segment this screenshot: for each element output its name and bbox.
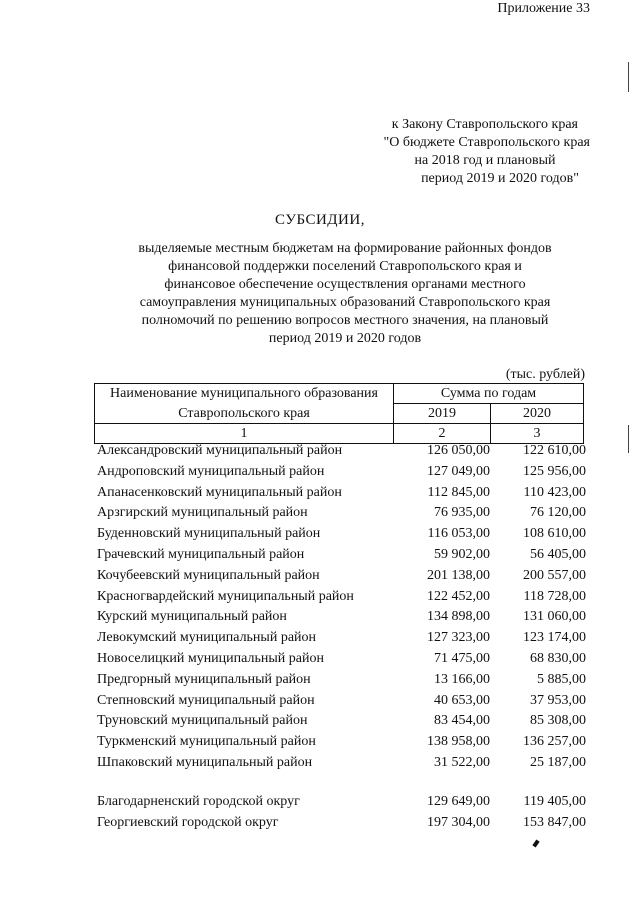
header-name-line2: Ставропольского края <box>95 404 394 424</box>
value-2020: 119 405,00 <box>523 793 586 809</box>
appendix-label: Приложение 33 <box>497 1 590 16</box>
municipality-name: Апанасенковский муниципальный район <box>97 484 342 500</box>
value-2020: 136 257,00 <box>523 734 586 750</box>
law-line: период 2019 и 2020 годов" <box>421 171 579 186</box>
law-line: к Закону Ставропольского края <box>391 117 578 132</box>
municipality-name: Александровский муниципальный район <box>97 443 343 458</box>
value-2019: 201 138,00 <box>427 567 490 583</box>
table-row <box>94 628 594 649</box>
value-2020: 68 830,00 <box>530 650 586 666</box>
subtitle-line: самоуправления муниципальных образований Ставропольского края <box>139 295 551 310</box>
value-2019: 71 475,00 <box>434 650 490 666</box>
table-row <box>94 566 594 587</box>
value-2020: 122 610,00 <box>523 443 586 458</box>
municipality-name: Шпаковский муниципальный район <box>97 754 313 770</box>
municipality-name: Труновский муниципальный район <box>97 713 308 729</box>
value-2019: 129 649,00 <box>427 793 490 809</box>
table-row <box>94 545 594 566</box>
header-col-2: 2 <box>394 424 491 444</box>
value-2020: 25 187,00 <box>530 754 586 770</box>
value-2020: 125 956,00 <box>523 463 586 479</box>
subtitle-line: период 2019 и 2020 годов <box>268 331 422 346</box>
value-2019: 31 522,00 <box>434 754 490 770</box>
value-2019: 122 452,00 <box>427 588 490 604</box>
value-2020: 110 423,00 <box>523 484 586 500</box>
municipality-name: Предгорный муниципальный район <box>97 671 311 687</box>
value-2020: 85 308,00 <box>530 713 586 729</box>
value-2019: 116 053,00 <box>427 526 490 542</box>
value-2020: 56 405,00 <box>530 546 586 562</box>
law-line: "О бюджете Ставропольского края <box>383 135 590 150</box>
value-2020: 153 847,00 <box>523 814 586 830</box>
municipality-name: Курский муниципальный район <box>97 609 287 625</box>
document-subtitle <box>110 240 580 348</box>
municipality-name: Туркменский муниципальный район <box>97 734 316 750</box>
law-line: на 2018 год и плановый <box>414 153 556 168</box>
header-year-2019: 2019 <box>394 404 491 424</box>
table-header <box>94 383 584 444</box>
units-label: (тыс. рублей) <box>505 367 585 382</box>
table-row <box>94 753 594 774</box>
table-row <box>94 711 594 732</box>
table-row <box>94 691 594 712</box>
value-2019: 112 845,00 <box>427 484 490 500</box>
value-2020: 118 728,00 <box>523 588 586 604</box>
value-2019: 138 958,00 <box>427 734 490 750</box>
header-col-3: 3 <box>491 424 584 444</box>
table-row <box>94 670 594 691</box>
subtitle-line: полномочий по решению вопросов местного значения, на плановый <box>141 313 549 328</box>
value-2019: 126 050,00 <box>427 443 490 458</box>
value-2020: 37 953,00 <box>530 692 586 708</box>
section-gap <box>94 774 594 792</box>
table-row <box>94 503 594 524</box>
table-row <box>94 524 594 545</box>
municipality-name: Буденновский муниципальный район <box>97 526 321 542</box>
document-title: СУБСИДИИ, <box>275 212 365 228</box>
law-reference <box>340 116 590 188</box>
header-col-1: 1 <box>95 424 394 444</box>
value-2020: 5 885,00 <box>537 671 586 687</box>
value-2019: 197 304,00 <box>427 814 490 830</box>
value-2019: 127 323,00 <box>427 630 490 646</box>
scan-edge-mark <box>628 425 629 453</box>
table-row <box>94 462 594 483</box>
municipality-name: Благодарненский городской округ <box>97 793 300 809</box>
scan-edge-mark <box>628 62 629 92</box>
table-body <box>94 441 594 833</box>
value-2019: 127 049,00 <box>427 463 490 479</box>
table-row <box>94 813 594 834</box>
value-2020: 108 610,00 <box>523 526 586 542</box>
subtitle-line: финансовой поддержки поселений Ставропольского края и <box>168 259 522 274</box>
subtitle-line: выделяемые местным бюджетам на формирование районных фондов <box>138 241 552 256</box>
header-name-line1: Наименование муниципального образования <box>95 384 394 404</box>
value-2020: 200 557,00 <box>523 567 586 583</box>
table-row <box>94 732 594 753</box>
value-2020: 123 174,00 <box>523 630 586 646</box>
municipality-name: Андроповский муниципальный район <box>97 463 325 479</box>
table-row <box>94 792 594 813</box>
municipality-name: Новоселицкий муниципальный район <box>97 650 324 666</box>
municipality-name: Кочубеевский муниципальный район <box>97 567 320 583</box>
value-2020: 131 060,00 <box>523 609 586 625</box>
table-row <box>94 483 594 504</box>
municipality-name: Красногвардейский муниципальный район <box>97 588 354 604</box>
subtitle-line: финансовое обеспечение осуществления органами местного <box>164 277 526 292</box>
municipality-name: Левокумский муниципальный район <box>97 630 317 646</box>
value-2019: 13 166,00 <box>434 671 490 687</box>
municipality-name: Георгиевский городской округ <box>97 814 279 830</box>
table-row <box>94 649 594 670</box>
table-row <box>94 587 594 608</box>
header-year-2020: 2020 <box>491 404 584 424</box>
value-2019: 83 454,00 <box>434 713 490 729</box>
header-sum: Сумма по годам <box>394 384 584 404</box>
value-2019: 40 653,00 <box>434 692 490 708</box>
municipality-name: Грачевский муниципальный район <box>97 546 305 562</box>
table-row <box>94 607 594 628</box>
municipality-name: Степновский муниципальный район <box>97 692 315 708</box>
value-2020: 76 120,00 <box>530 505 586 521</box>
value-2019: 76 935,00 <box>434 505 490 521</box>
value-2019: 59 902,00 <box>434 546 490 562</box>
municipality-name: Арзгирский муниципальный район <box>97 505 308 521</box>
value-2019: 134 898,00 <box>427 609 490 625</box>
pen-mark <box>532 839 539 847</box>
table-row <box>94 441 594 462</box>
